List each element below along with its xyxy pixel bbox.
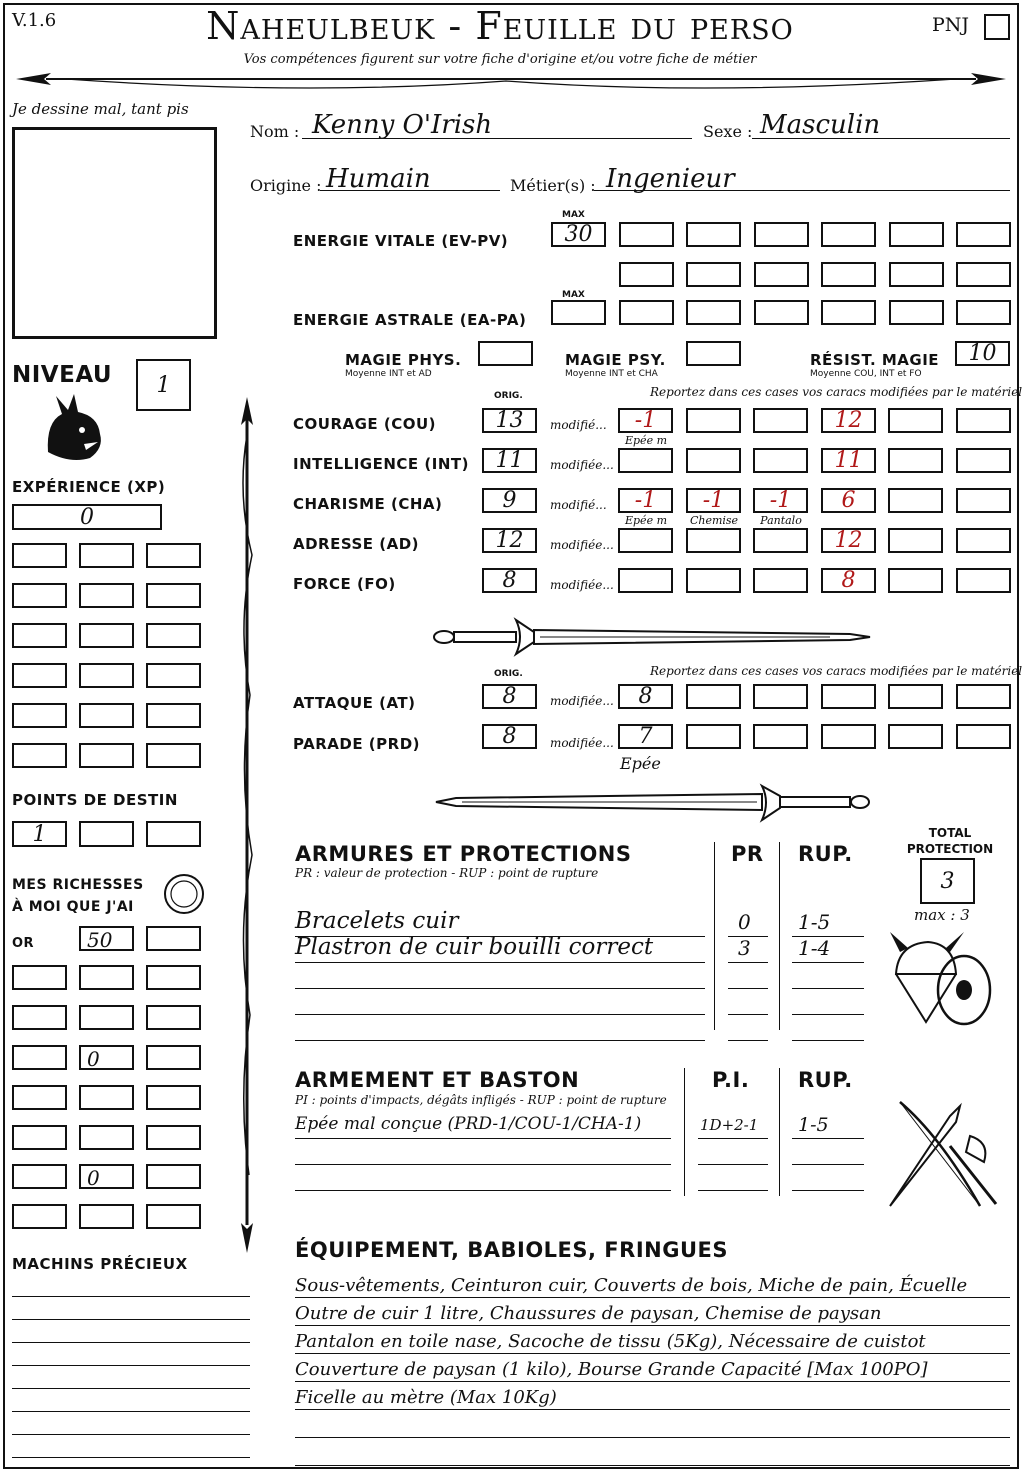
ev-box[interactable] <box>889 222 944 247</box>
carac-mod-note: Pantalo <box>760 514 802 527</box>
arme-pi-line[interactable] <box>698 1190 768 1191</box>
xp-box[interactable] <box>12 623 67 648</box>
carac-mod-label: modifiée... <box>550 578 614 592</box>
ev-box[interactable] <box>889 262 944 287</box>
coin-icon <box>162 872 206 916</box>
equipement-item[interactable]: Ficelle au mètre (Max 10Kg) <box>295 1387 557 1408</box>
armement-divider-2 <box>779 1068 780 1196</box>
machins-line[interactable] <box>12 1411 250 1412</box>
armure-pr[interactable]: 0 <box>738 910 751 934</box>
carac-mod-box[interactable] <box>888 408 943 433</box>
attaque-box[interactable] <box>753 684 808 709</box>
machins-line[interactable] <box>12 1434 250 1435</box>
arme-rup-line[interactable] <box>792 1164 864 1165</box>
sheet-subtitle: Vos compétences figurent sur votre fiche d'origine et/ou votre fiche de métier <box>243 52 757 67</box>
carac-orig-box[interactable]: 9 <box>482 488 537 513</box>
magie-phys-box[interactable] <box>478 341 533 366</box>
xp-label: EXPÉRIENCE (XP) <box>12 478 166 496</box>
carac-mod-box[interactable] <box>686 448 741 473</box>
armures-subtitle: PR : valeur de protection - RUP : point de rupture <box>295 866 599 880</box>
xp-box[interactable] <box>146 583 201 608</box>
xp-box[interactable] <box>12 583 67 608</box>
armures-title: ARMURES ET PROTECTIONS <box>295 842 632 866</box>
machins-label: MACHINS PRÉCIEUX <box>12 1255 188 1273</box>
carac-mod-box[interactable]: -1 <box>618 488 673 513</box>
pnj-checkbox[interactable] <box>984 14 1010 40</box>
destin-box-3[interactable] <box>146 821 201 847</box>
armement-rup-header: RUP. <box>798 1068 853 1092</box>
arme-pi[interactable]: 1D+2-1 <box>700 1116 759 1134</box>
armures-rup-header: RUP. <box>798 842 853 866</box>
carac-orig-box[interactable]: 13 <box>482 408 537 433</box>
armure-rup[interactable]: 1-4 <box>798 936 831 960</box>
armure-rup-line[interactable] <box>792 988 864 989</box>
xp-box[interactable] <box>79 743 134 768</box>
xp-box[interactable] <box>79 583 134 608</box>
arme-pi-line[interactable] <box>698 1138 768 1139</box>
ea-box[interactable] <box>956 300 1011 325</box>
ev-box[interactable] <box>619 262 674 287</box>
xp-box[interactable] <box>79 703 134 728</box>
carac-mod-box[interactable]: -1 <box>618 408 673 433</box>
carac-mod-box[interactable]: 8 <box>821 568 876 593</box>
ev-box[interactable] <box>754 222 809 247</box>
money-box[interactable] <box>12 1164 67 1189</box>
destin-box-1[interactable]: 1 <box>12 821 67 847</box>
money-box[interactable] <box>146 1125 201 1150</box>
armures-divider-2 <box>779 842 780 1030</box>
spear-divider-icon <box>6 64 1016 98</box>
machins-line[interactable] <box>12 1388 250 1389</box>
armure-name-line[interactable] <box>295 1014 705 1015</box>
xp-box[interactable] <box>12 543 67 568</box>
parade-box[interactable] <box>956 724 1011 749</box>
equipement-line[interactable] <box>295 1437 1010 1438</box>
pnj-label: PNJ <box>932 14 970 36</box>
carac-mod-box[interactable] <box>686 528 741 553</box>
carac-label: ADRESSE (AD) <box>293 535 420 553</box>
parade-box[interactable] <box>888 724 943 749</box>
carac-mod-box[interactable] <box>618 448 673 473</box>
armure-name-line[interactable] <box>295 1040 705 1041</box>
magie-psy-sub: Moyenne INT et CHA <box>565 369 658 379</box>
armement-title: ARMEMENT ET BASTON <box>295 1068 580 1092</box>
total-protection-label-2: PROTECTION <box>906 842 994 856</box>
combat-note: Reportez dans ces cases vos caracs modifiées par le matériel <box>650 664 1023 678</box>
attaque-box[interactable] <box>821 684 876 709</box>
armement-subtitle: PI : points d'impacts, dégâts infligés - RUP : point de rupture <box>295 1093 667 1107</box>
magie-phys-sub: Moyenne INT et AD <box>345 369 432 379</box>
destin-box-2[interactable] <box>79 821 134 847</box>
sexe-label: Sexe : <box>703 122 753 141</box>
ev-box[interactable] <box>956 222 1011 247</box>
or-box-2[interactable] <box>146 926 201 951</box>
version-label: V.1.6 <box>12 10 57 31</box>
carac-mod-box[interactable] <box>753 448 808 473</box>
attaque-label: ATTAQUE (AT) <box>293 694 416 712</box>
money-box[interactable] <box>146 965 201 990</box>
sword-icon <box>430 612 875 662</box>
ev-box[interactable] <box>619 222 674 247</box>
cuivre-box-2[interactable] <box>146 1164 201 1189</box>
equipement-line[interactable] <box>295 1325 1010 1326</box>
carac-mod-note: Epée m <box>624 434 668 447</box>
combat-orig-label: ORIG. <box>494 669 523 679</box>
parade-mod-label: modifiée... <box>550 736 614 750</box>
xp-box[interactable] <box>79 623 134 648</box>
carac-mod-box[interactable] <box>686 408 741 433</box>
armement-divider-1 <box>684 1068 685 1196</box>
money-box[interactable] <box>12 1204 67 1229</box>
parade-box[interactable] <box>821 724 876 749</box>
cuivre-box[interactable]: 0 <box>79 1164 134 1189</box>
carac-label: FORCE (FO) <box>293 575 396 593</box>
armure-pr-line[interactable] <box>728 1040 768 1041</box>
parade-orig-box[interactable]: 8 <box>482 724 537 749</box>
xp-box[interactable]: 0 <box>12 504 162 530</box>
carac-orig-box[interactable]: 11 <box>482 448 537 473</box>
equipement-item[interactable]: Couverture de paysan (1 kilo), Bourse Grande Capacité [Max 100PO] <box>295 1359 928 1380</box>
sexe-value[interactable]: Masculin <box>760 110 881 140</box>
armure-rup-line[interactable] <box>792 962 864 963</box>
money-box[interactable] <box>79 1125 134 1150</box>
carac-mod-box[interactable] <box>686 568 741 593</box>
ea-box[interactable] <box>754 300 809 325</box>
carac-mod-box[interactable] <box>888 528 943 553</box>
ev-max-box[interactable]: 30 <box>551 222 606 247</box>
carac-label: CHARISME (CHA) <box>293 495 443 513</box>
niveau-box[interactable]: 1 <box>136 359 191 411</box>
metier-label: Métier(s) : <box>510 176 596 195</box>
money-box[interactable] <box>79 965 134 990</box>
parade-box[interactable] <box>753 724 808 749</box>
machins-line[interactable] <box>12 1457 250 1458</box>
total-protection-max: max : 3 <box>914 906 970 924</box>
armure-pr[interactable]: 3 <box>738 936 751 960</box>
arme-name-line[interactable] <box>295 1164 671 1165</box>
ev-max-label: MAX <box>562 210 585 220</box>
money-box[interactable] <box>146 1005 201 1030</box>
carac-orig-box[interactable]: 8 <box>482 568 537 593</box>
equipement-line[interactable] <box>295 1409 1010 1410</box>
parade-label: PARADE (PRD) <box>293 735 421 753</box>
xp-box[interactable] <box>12 703 67 728</box>
carac-mod-label: modifié... <box>550 418 607 432</box>
attaque-mod-label: modifiée... <box>550 694 614 708</box>
richesses-label-1: MES RICHESSES <box>12 877 144 893</box>
sword-2-icon <box>432 776 872 832</box>
nom-value[interactable]: Kenny O'Irish <box>312 110 493 140</box>
machins-line[interactable] <box>12 1319 250 1320</box>
ev-box[interactable] <box>956 262 1011 287</box>
ev-box[interactable] <box>821 222 876 247</box>
caracs-orig-label: ORIG. <box>494 391 523 401</box>
money-box[interactable] <box>12 1085 67 1110</box>
equipement-line[interactable] <box>295 1465 1010 1466</box>
destin-label: POINTS DE DESTIN <box>12 791 178 809</box>
carac-mod-box[interactable]: -1 <box>753 488 808 513</box>
equipement-item[interactable]: Outre de cuir 1 litre, Chaussures de paysan, Chemise de paysan <box>295 1303 882 1324</box>
total-protection-box[interactable]: 3 <box>920 858 975 904</box>
resist-magie-sub: Moyenne COU, INT et FO <box>810 369 922 379</box>
carac-mod-box[interactable] <box>956 488 1011 513</box>
equipement-line[interactable] <box>295 1381 1010 1382</box>
resist-magie-label: RÉSIST. MAGIE <box>810 351 940 369</box>
equipement-line[interactable] <box>295 1297 1010 1298</box>
magie-psy-box[interactable] <box>686 341 741 366</box>
armure-rup-line[interactable] <box>792 1040 864 1041</box>
ea-max-label: MAX <box>562 290 585 300</box>
carac-mod-box[interactable] <box>956 448 1011 473</box>
equipement-line[interactable] <box>295 1353 1010 1354</box>
arme-name[interactable]: Epée mal conçue (PRD-1/COU-1/CHA-1) <box>295 1114 642 1134</box>
ev-box[interactable] <box>686 262 741 287</box>
equipement-title: ÉQUIPEMENT, BABIOLES, FRINGUES <box>295 1238 728 1262</box>
ea-box[interactable] <box>889 300 944 325</box>
or-label: OR <box>12 936 35 951</box>
money-box[interactable] <box>12 1005 67 1030</box>
equipement-item[interactable]: Pantalon en toile nase, Sacoche de tissu (5Kg), Nécessaire de cuistot <box>295 1331 926 1352</box>
xp-box[interactable] <box>79 543 134 568</box>
money-box[interactable] <box>79 1005 134 1030</box>
ea-box[interactable] <box>619 300 674 325</box>
carac-mod-box[interactable]: 6 <box>821 488 876 513</box>
armure-rup[interactable]: 1-5 <box>798 910 831 934</box>
carac-mod-box[interactable]: 11 <box>821 448 876 473</box>
ea-box[interactable] <box>551 300 606 325</box>
carac-label: INTELLIGENCE (INT) <box>293 455 469 473</box>
parade-note: Epée <box>620 754 661 773</box>
ev-label: ENERGIE VITALE (EV-PV) <box>293 232 509 250</box>
armement-pi-header: P.I. <box>712 1068 750 1092</box>
armure-rup-line[interactable] <box>792 1014 864 1015</box>
carac-mod-box[interactable]: 12 <box>821 528 876 553</box>
carac-mod-box[interactable] <box>753 408 808 433</box>
armure-pr-line[interactable] <box>728 1014 768 1015</box>
attaque-box[interactable] <box>686 684 741 709</box>
xp-box[interactable] <box>79 663 134 688</box>
argent-box-2[interactable] <box>146 1045 201 1070</box>
caracs-note: Reportez dans ces cases vos caracs modifiées par le matériel <box>650 385 1023 399</box>
money-box[interactable] <box>79 1085 134 1110</box>
ev-box[interactable] <box>754 262 809 287</box>
carac-mod-note: Epée m <box>624 514 668 527</box>
money-box[interactable] <box>146 1204 201 1229</box>
armures-pr-header: PR <box>731 842 764 866</box>
equipement-item[interactable]: Sous-vêtements, Ceinturon cuir, Couverts de bois, Miche de pain, Écuelle <box>295 1275 968 1296</box>
carac-mod-box[interactable] <box>888 488 943 513</box>
arme-rup-line[interactable] <box>792 1190 864 1191</box>
carac-mod-box[interactable] <box>956 528 1011 553</box>
xp-box[interactable] <box>12 743 67 768</box>
carac-mod-box[interactable] <box>888 568 943 593</box>
carac-orig-box[interactable]: 12 <box>482 528 537 553</box>
carac-mod-box[interactable] <box>956 408 1011 433</box>
money-box[interactable] <box>79 1204 134 1229</box>
arme-pi-line[interactable] <box>698 1164 768 1165</box>
carac-mod-note: Chemise <box>689 514 739 527</box>
carac-mod-box[interactable] <box>618 568 673 593</box>
carac-mod-label: modifié... <box>550 498 607 512</box>
money-box[interactable] <box>12 1125 67 1150</box>
machins-line[interactable] <box>12 1342 250 1343</box>
origine-label: Origine : <box>250 176 322 195</box>
machins-line[interactable] <box>12 1365 250 1366</box>
argent-box[interactable]: 0 <box>79 1045 134 1070</box>
ea-box[interactable] <box>821 300 876 325</box>
carac-label: COURAGE (COU) <box>293 415 437 433</box>
armure-pr-line[interactable] <box>728 962 768 963</box>
armure-name[interactable]: Plastron de cuir bouilli correct <box>295 934 654 960</box>
arme-rup[interactable]: 1-5 <box>798 1114 829 1136</box>
xp-box[interactable] <box>146 703 201 728</box>
attaque-box[interactable] <box>956 684 1011 709</box>
money-box[interactable] <box>12 1045 67 1070</box>
money-box[interactable] <box>12 965 67 990</box>
carac-mod-label: modifiée... <box>550 538 614 552</box>
or-box[interactable]: 50 <box>79 926 134 951</box>
metier-value[interactable]: Ingenieur <box>606 164 735 194</box>
attaque-mod-box[interactable]: 8 <box>618 684 673 709</box>
resist-magie-box[interactable]: 10 <box>955 341 1010 366</box>
helmet-shield-icon <box>888 926 998 1032</box>
parade-box[interactable] <box>686 724 741 749</box>
ea-box[interactable] <box>686 300 741 325</box>
total-protection-label-1: TOTAL <box>928 826 972 840</box>
xp-box[interactable] <box>146 623 201 648</box>
arme-rup-line[interactable] <box>792 1138 864 1139</box>
portrait-box[interactable] <box>12 127 217 339</box>
carac-mod-box[interactable]: 12 <box>821 408 876 433</box>
parade-mod-box[interactable]: 7 <box>618 724 673 749</box>
portrait-label: Je dessine mal, tant pis <box>12 100 189 118</box>
ea-label: ENERGIE ASTRALE (EA-PA) <box>293 311 527 329</box>
armures-divider-1 <box>714 842 715 1030</box>
armure-pr-line[interactable] <box>728 988 768 989</box>
magie-phys-label: MAGIE PHYS. <box>345 351 462 369</box>
xp-box[interactable] <box>146 743 201 768</box>
attaque-box[interactable] <box>888 684 943 709</box>
carac-mod-box[interactable] <box>753 528 808 553</box>
origine-value[interactable]: Humain <box>326 164 431 194</box>
carac-mod-box[interactable] <box>753 568 808 593</box>
armure-name[interactable]: Bracelets cuir <box>295 908 459 934</box>
arme-name-line[interactable] <box>295 1138 671 1139</box>
carac-mod-label: modifiée... <box>550 458 614 472</box>
ev-box[interactable] <box>686 222 741 247</box>
richesses-label-2: À MOI QUE J'AI <box>12 899 134 915</box>
xp-box[interactable] <box>146 543 201 568</box>
sheet-title: Naheulbeuk - Feuille du perso <box>206 4 794 48</box>
magie-psy-label: MAGIE PSY. <box>565 351 666 369</box>
arme-name-line[interactable] <box>295 1190 671 1191</box>
nom-label: Nom : <box>250 122 300 141</box>
niveau-label: NIVEAU <box>12 362 113 388</box>
xp-box[interactable] <box>146 663 201 688</box>
money-box[interactable] <box>146 1085 201 1110</box>
weapons-icon <box>880 1096 1004 1216</box>
carac-mod-box[interactable] <box>956 568 1011 593</box>
armure-name-line[interactable] <box>295 988 705 989</box>
xp-box[interactable] <box>12 663 67 688</box>
carac-mod-box[interactable]: -1 <box>686 488 741 513</box>
ev-box[interactable] <box>821 262 876 287</box>
armure-name-line[interactable] <box>295 962 705 963</box>
carac-mod-box[interactable] <box>618 528 673 553</box>
carac-mod-box[interactable] <box>888 448 943 473</box>
dragon-icon <box>40 392 106 464</box>
vertical-spear-icon <box>232 395 262 1255</box>
attaque-orig-box[interactable]: 8 <box>482 684 537 709</box>
machins-line[interactable] <box>12 1296 250 1297</box>
